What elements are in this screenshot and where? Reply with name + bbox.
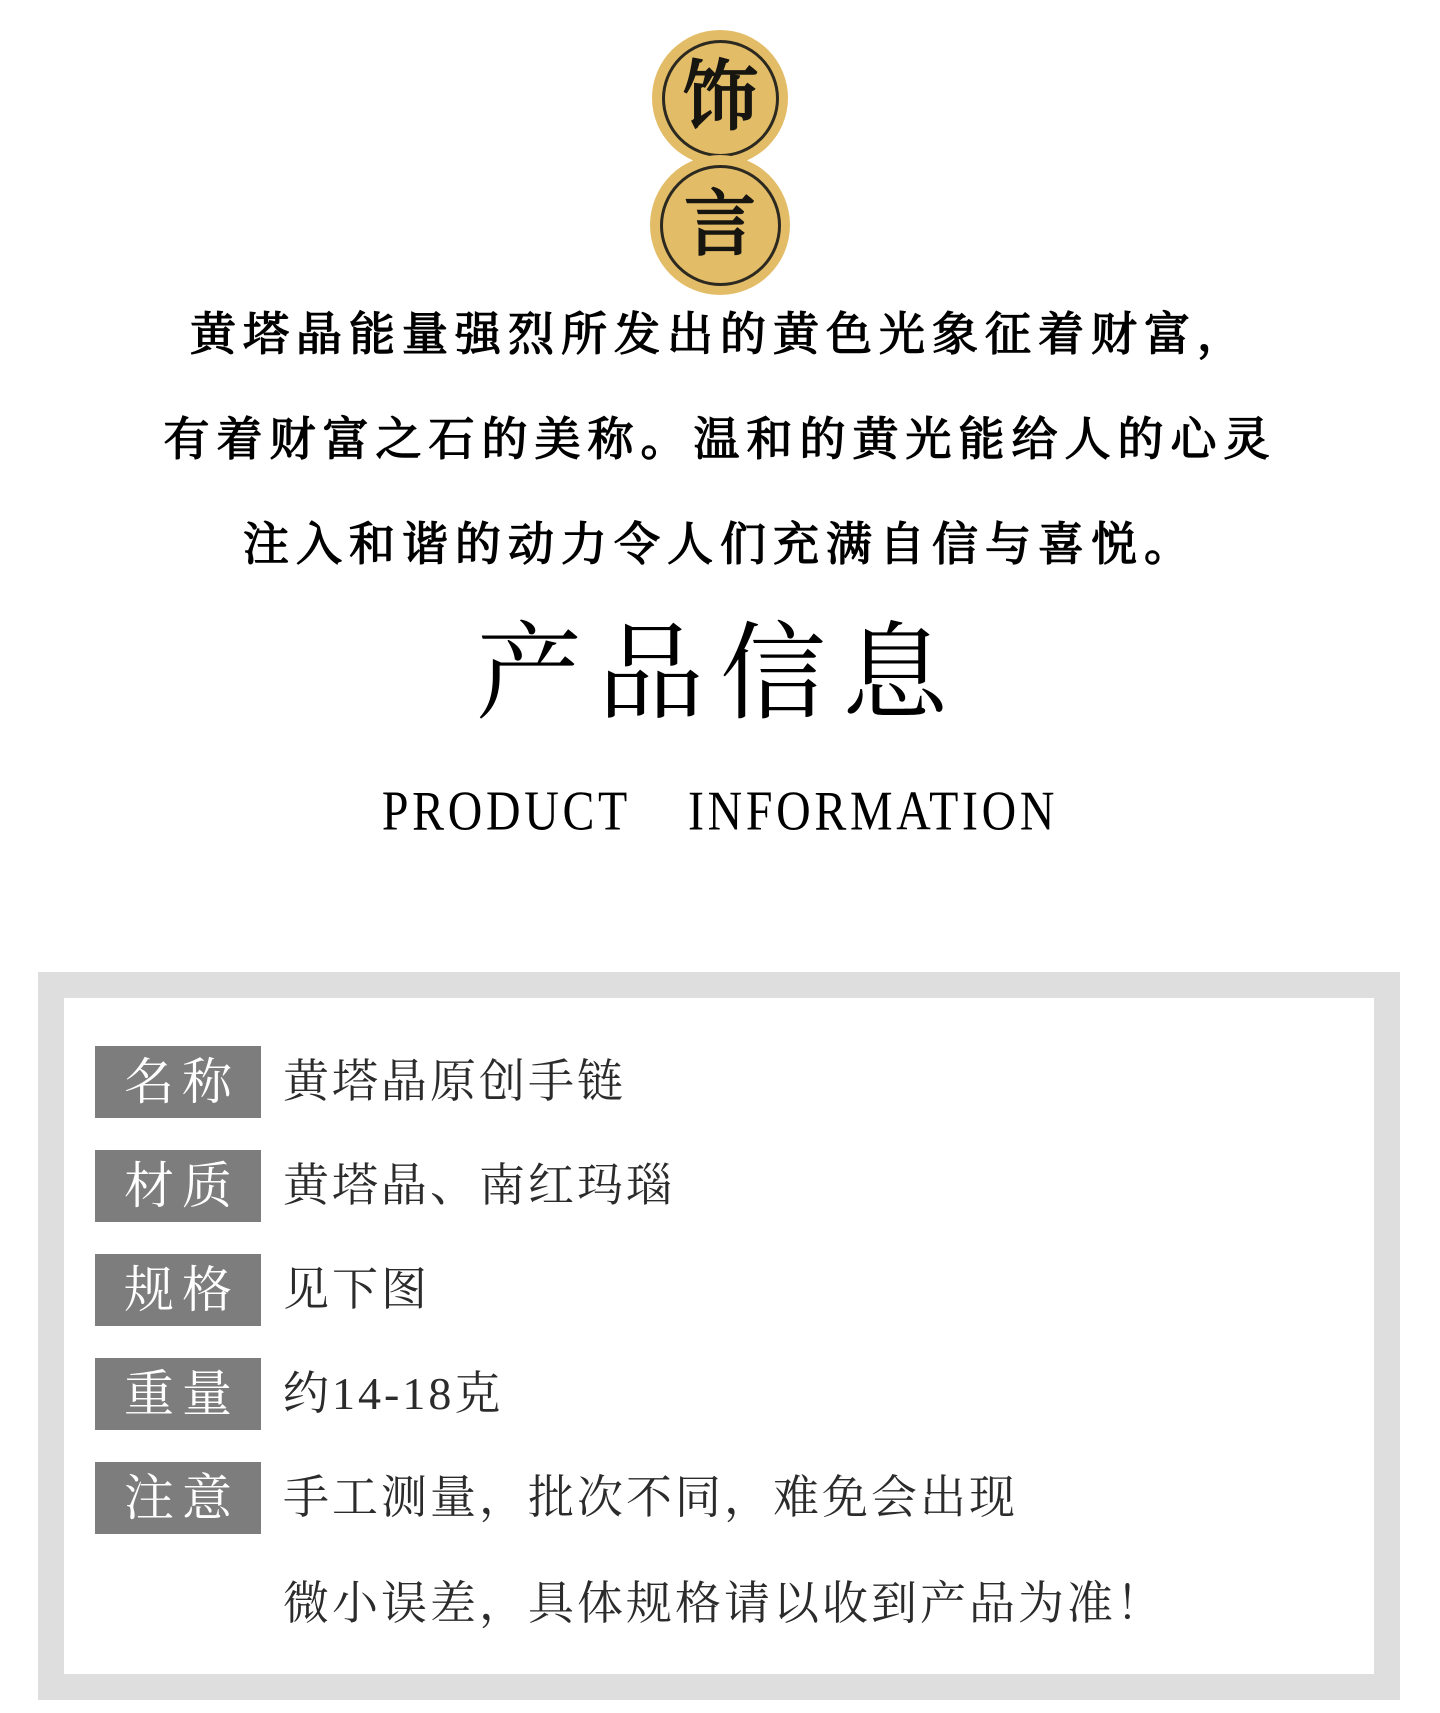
- badge-bottom-coin: [650, 155, 790, 295]
- product-info-box: [38, 972, 1400, 1700]
- info-row-weight: [95, 1358, 1344, 1430]
- note-line-2: 微小误差，具体规格请以收到产品为准！: [283, 1578, 1165, 1629]
- intro-paragraph: [0, 282, 1440, 597]
- info-row-spec: [95, 1254, 1344, 1326]
- info-label: 规格: [95, 1254, 261, 1326]
- badge-top-char: 饰: [662, 40, 779, 157]
- info-row-note: [95, 1462, 1344, 1657]
- section-title-cn: 产品信息: [476, 616, 964, 733]
- note-line-1: 手工测量，批次不同，难免会出现: [283, 1472, 1018, 1523]
- info-value: 黄塔晶原创手链: [283, 1056, 626, 1107]
- intro-line: 黄塔晶能量强烈所发出的黄色光象征着财富，: [190, 309, 1250, 360]
- badge-top-coin: [652, 30, 788, 166]
- badge-bottom-char: 言: [660, 165, 781, 286]
- info-row-name: [95, 1046, 1344, 1118]
- info-value: 约14-18克: [283, 1368, 504, 1419]
- intro-line: 有着财富之石的美称。温和的黄光能给人的心灵: [163, 414, 1277, 465]
- intro-line: 注入和谐的动力令人们充满自信与喜悦。: [243, 519, 1197, 570]
- brand-badge: [0, 30, 1440, 295]
- info-row-material: [95, 1150, 1344, 1222]
- info-label: 名称: [95, 1046, 261, 1118]
- info-value: [283, 1445, 1165, 1657]
- section-title-en: PRODUCT INFORMATION: [381, 780, 1059, 843]
- info-value: 见下图: [283, 1264, 430, 1315]
- info-label: 重量: [95, 1358, 261, 1430]
- info-value: 黄塔晶、南红玛瑙: [283, 1160, 675, 1211]
- info-label: 材质: [95, 1150, 261, 1222]
- info-label: 注意: [95, 1462, 261, 1534]
